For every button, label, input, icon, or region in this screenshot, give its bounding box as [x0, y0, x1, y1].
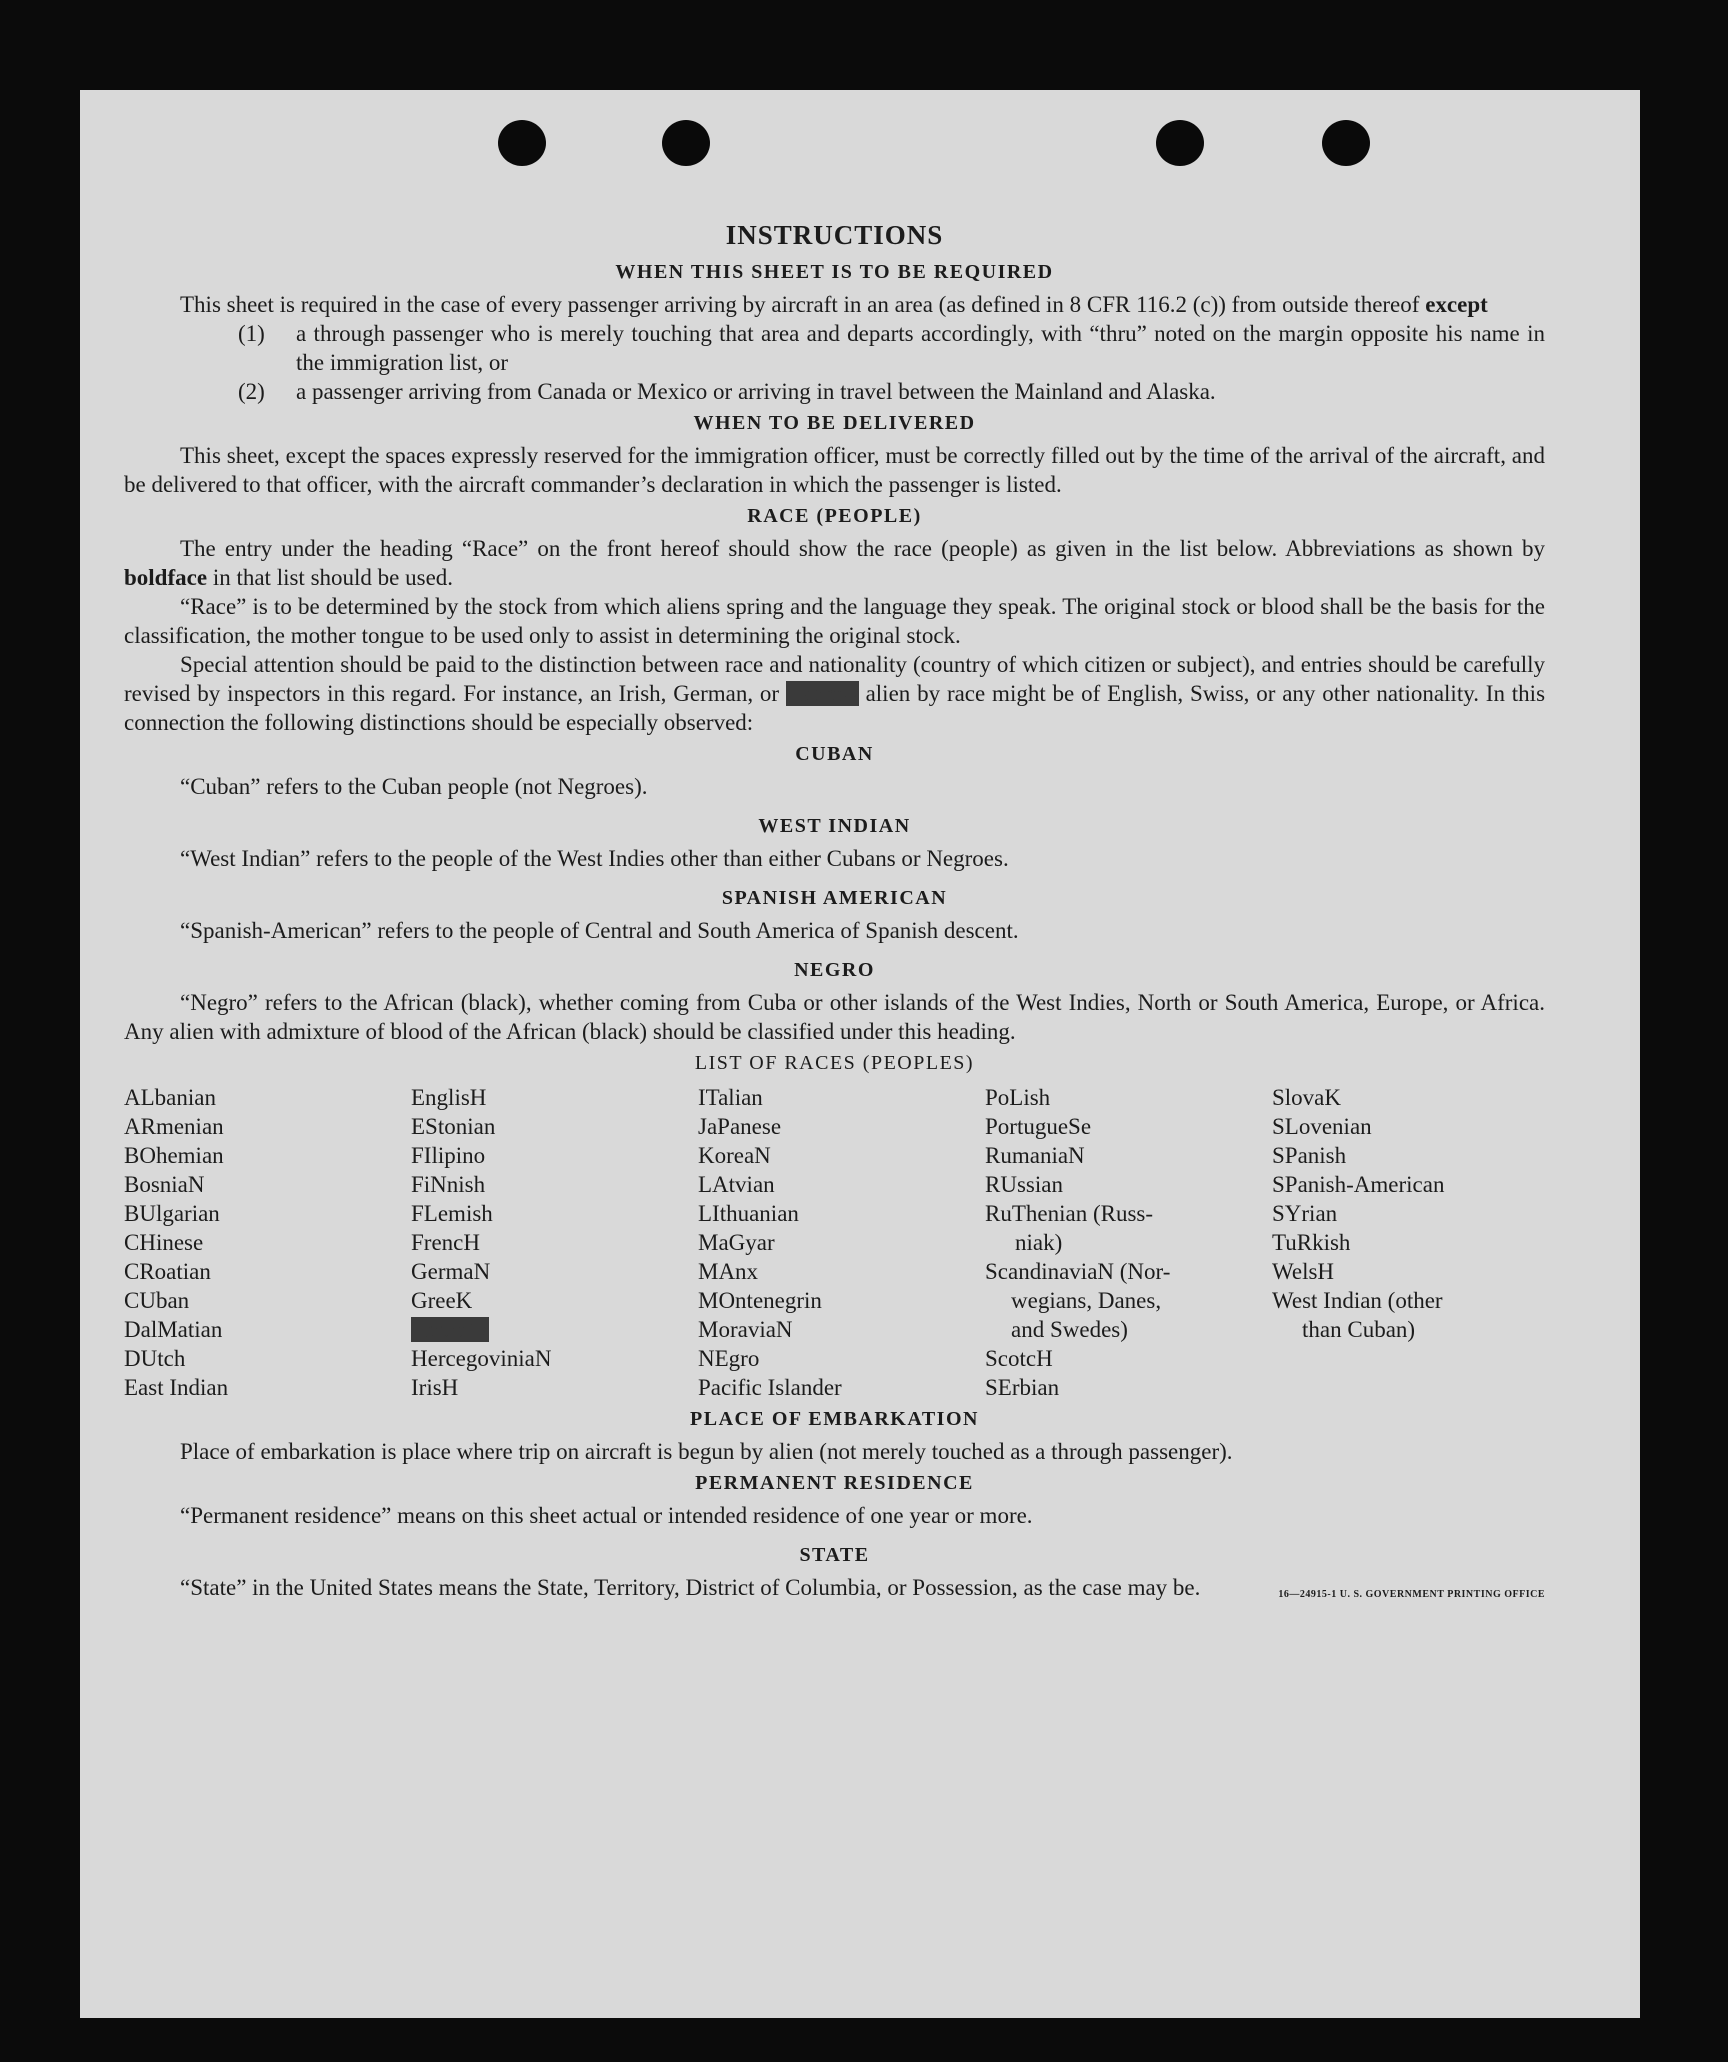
cuban-text: “Cuban” refers to the Cuban people (not Negroes).	[180, 774, 648, 799]
west-indian-text: “West Indian” refers to the people of the West Indies other than either Cubans or Negroes.	[180, 846, 1009, 871]
race-entry: WelsH	[1272, 1259, 1335, 1284]
race-entry: SPanish-American	[1272, 1172, 1445, 1197]
race-entry: BosniaN	[124, 1172, 205, 1197]
state-text: “State” in the United States means the State, Territory, District of Columbia, or Possession, as the case may be.	[180, 1575, 1201, 1600]
document-page	[80, 90, 1640, 2018]
race-entry: East Indian	[124, 1375, 229, 1400]
race-entry: FIlipino	[411, 1143, 486, 1168]
race-entry: FLemish	[411, 1201, 493, 1226]
section-heading-when-required: WHEN THIS SHEET IS TO BE REQUIRED	[615, 261, 1054, 283]
race-entry: MoraviaN	[698, 1317, 793, 1342]
race-paragraph-1: The entry under the heading “Race” on the front hereof should show the race (people) as given in the list below. Abbreviations as shown by boldface in that list should be used.	[124, 536, 1545, 590]
race-entry: SErbian	[985, 1375, 1060, 1400]
race-entry: HercegoviniaN	[411, 1346, 552, 1371]
punch-hole	[1322, 120, 1370, 166]
race-entry: RuThenian (Russ-	[985, 1201, 1154, 1226]
race-entry: ScotcH	[985, 1346, 1053, 1371]
race-entry: MOntenegrin	[698, 1288, 822, 1313]
races-column-2	[411, 1083, 698, 1402]
races-column-4	[985, 1083, 1272, 1402]
race-entry: KoreaN	[698, 1143, 771, 1168]
race-entry-continued: and Swedes)	[1011, 1317, 1128, 1342]
race-entry: EStonian	[411, 1114, 496, 1139]
race-entry: West Indian (other	[1272, 1288, 1443, 1313]
punch-hole	[498, 120, 546, 166]
race-entry: SPanish	[1272, 1143, 1347, 1168]
race-entry-struck: HebreW	[411, 1317, 489, 1342]
race-entry: Pacific Islander	[698, 1375, 842, 1400]
race-paragraph-2: “Race” is to be determined by the stock from which aliens spring and the language they speak. The original stock or blood shall be the basis for the classification, the mother tongue to be used only to assist in determining the original stock.	[124, 594, 1545, 648]
when-delivered-text: This sheet, except the spaces expressly reserved for the immigration officer, must be correctly filled out by the time of the arrival of the aircraft, and be delivered to that officer, with the aircraft commander’s declaration in which the passenger is listed.	[124, 443, 1545, 497]
when-required-intro: This sheet is required in the case of every passenger arriving by aircraft in an area (as defined in 8 CFR 116.2 (c)) from outside thereof except	[180, 292, 1488, 317]
race-entry: RumaniaN	[985, 1143, 1085, 1168]
race-entry: CHinese	[124, 1230, 204, 1255]
race-entry: PoLish	[985, 1085, 1051, 1110]
race-entry: DUtch	[124, 1346, 186, 1371]
race-entry-continued: niak)	[1015, 1230, 1063, 1255]
race-paragraph-3: Special attention should be paid to the distinction between race and nationality (country of which citizen or subject), and entries should be carefully revised by inspectors in this regard. For instance, an Irish, German, or Hebrew alien by race might be of English, Swiss, or any other nationality. In this connection the following distinctions should be especially observed:	[124, 652, 1546, 735]
race-entry: GermaN	[411, 1259, 491, 1284]
page-title: INSTRUCTIONS	[725, 220, 944, 250]
section-heading-spanish-american: SPANISH AMERICAN	[721, 887, 948, 909]
section-heading-state: STATE	[799, 1544, 870, 1566]
race-entry: LIthuanian	[698, 1201, 799, 1226]
exception-item-2: (2) a passenger arriving from Canada or Mexico or arriving in travel between the Mainland and Alaska.	[238, 379, 1216, 404]
race-entry: FrencH	[411, 1230, 480, 1255]
race-entry: PortugueSe	[985, 1114, 1092, 1139]
section-heading-residence: PERMANENT RESIDENCE	[695, 1472, 974, 1494]
races-column-5	[1272, 1083, 1532, 1402]
exception-item-1: (1) a through passenger who is merely touching that area and departs accordingly, with “thru” noted on the margin opposite his name in the immigration list, or	[238, 321, 1545, 375]
race-entry: SYrian	[1272, 1201, 1338, 1226]
race-entry: LAtvian	[698, 1172, 775, 1197]
section-heading-list-of-races: LIST OF RACES (PEOPLES)	[694, 1052, 975, 1074]
section-heading-cuban: CUBAN	[795, 743, 874, 765]
section-heading-when-delivered: WHEN TO BE DELIVERED	[693, 412, 976, 434]
negro-text: “Negro” refers to the African (black), whether coming from Cuba or other islands of the West Indies, North or South America, Europe, or Africa. Any alien with admixture of blood of the African (black) should be classified under this heading.	[124, 990, 1545, 1044]
race-entry: MaGyar	[698, 1230, 775, 1255]
race-entry-continued: than Cuban)	[1302, 1317, 1416, 1342]
race-entry: ARmenian	[124, 1114, 224, 1139]
race-entry: IrisH	[411, 1375, 459, 1400]
races-column-1	[124, 1083, 411, 1402]
spanish-american-text: “Spanish-American” refers to the people of Central and South America of Spanish descent.	[180, 918, 1019, 943]
race-entry: RUssian	[985, 1172, 1063, 1197]
race-entry: SLovenian	[1272, 1114, 1372, 1139]
race-entry: CUban	[124, 1288, 190, 1313]
punch-hole	[662, 120, 710, 166]
race-entry: ALbanian	[124, 1085, 216, 1110]
section-heading-west-indian: WEST INDIAN	[758, 815, 911, 837]
section-heading-embarkation: PLACE OF EMBARKATION	[690, 1408, 979, 1430]
race-entry: ITalian	[698, 1085, 763, 1110]
section-heading-race: RACE (PEOPLE)	[747, 505, 922, 527]
race-entry: SlovaK	[1272, 1085, 1341, 1110]
race-entry: CRoatian	[124, 1259, 211, 1284]
race-entry: BOhemian	[124, 1143, 224, 1168]
section-heading-negro: NEGRO	[794, 959, 875, 981]
embarkation-text: Place of embarkation is place where trip on aircraft is begun by alien (not merely touched as a through passenger).	[180, 1439, 1233, 1464]
race-entry: BUlgarian	[124, 1201, 220, 1226]
race-entry: FiNnish	[411, 1172, 486, 1197]
race-entry: TuRkish	[1272, 1230, 1351, 1255]
race-entry: MAnx	[698, 1259, 759, 1284]
residence-text: “Permanent residence” means on this sheet actual or intended residence of one year or more.	[180, 1503, 1033, 1528]
races-list	[124, 1083, 1545, 1402]
race-entry-continued: wegians, Danes,	[1011, 1288, 1162, 1313]
race-entry: DalMatian	[124, 1317, 223, 1342]
race-entry: GreeK	[411, 1288, 473, 1313]
print-code: 16—24915-1 U. S. GOVERNMENT PRINTING OFFICE	[1278, 1589, 1545, 1600]
races-column-3	[698, 1083, 985, 1402]
punch-hole	[1156, 120, 1204, 166]
race-entry: JaPanese	[698, 1114, 782, 1139]
race-entry: NEgro	[698, 1346, 760, 1371]
race-entry: ScandinaviaN (Nor-	[985, 1259, 1171, 1284]
race-entry: EnglisH	[411, 1085, 487, 1110]
